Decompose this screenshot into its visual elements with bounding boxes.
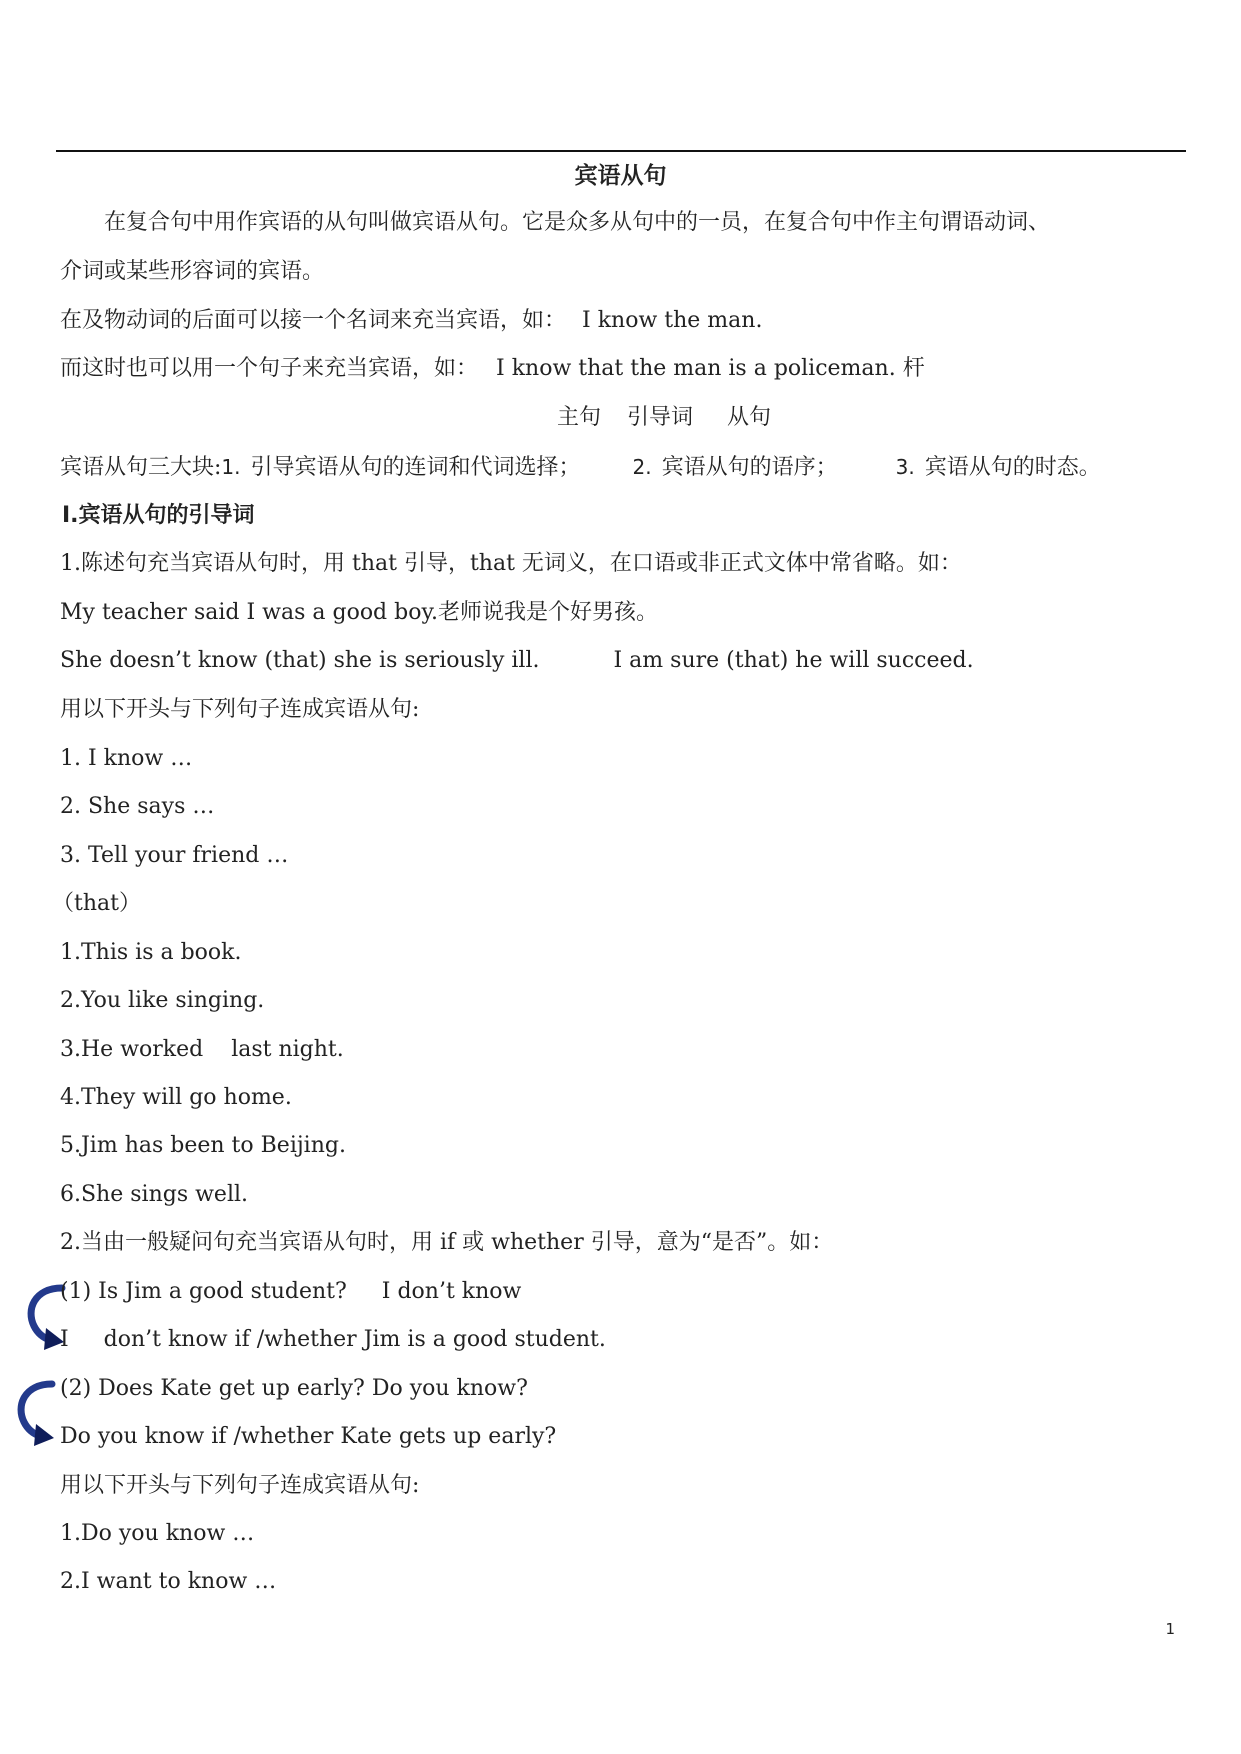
example-clause-object-tail: 杆 (902, 356, 925, 381)
exercise-sentence-4: 4.They will go home. (60, 1085, 292, 1110)
three-parts-lead: 宾语从句三大块: (60, 455, 222, 480)
exercise-sentence-5: 5.Jim has been to Beijing. (60, 1133, 346, 1158)
exercise-start2-2: 2.I want to know … (60, 1569, 277, 1594)
three-parts-item-3: 宾语从句的时态。 (924, 455, 1101, 480)
example-that-2 (60, 646, 974, 676)
three-parts-item-2: 宾语从句的语序； (661, 455, 838, 480)
label-subordinate-clause: 从句 (727, 405, 772, 430)
three-parts-num-2: 2. (632, 455, 652, 479)
example-that-2b: I am sure (that) he will succeed. (613, 648, 974, 673)
exercise-sentence-3: 3.He worked last night. (60, 1037, 344, 1062)
exercise-instruction-2: 用以下开头与下列句子连成宾语从句: (60, 1473, 420, 1498)
label-connector: 引导词 (627, 405, 694, 430)
sentence-part-labels (557, 403, 771, 433)
rule-that: 1.陈述句充当宾语从句时，用 that 引导，that 无词义，在口语或非正式文体中常省略。如： (60, 551, 962, 576)
exercise-start-3: 3. Tell your friend … (60, 843, 289, 868)
example-that-2a: She doesn’t know (that) she is seriously ill. (60, 648, 540, 673)
rule-if-whether: 2.当由一般疑问句充当宾语从句时，用 if 或 whether 引导，意为“是否”。如： (60, 1230, 834, 1255)
example-clause-object-en: I know that the man is a policeman. (496, 356, 896, 381)
exercise-start2-1: 1.Do you know … (60, 1521, 255, 1546)
example-that-1: My teacher said I was a good boy.老师说我是个好男孩。 (60, 600, 658, 625)
page-number: 1 (1165, 1620, 1175, 1638)
page-title: 宾语从句 (574, 162, 667, 189)
exercise-instruction: 用以下开头与下列句子连成宾语从句: (60, 697, 420, 722)
question-example-1a: (1) Is Jim a good student? I don’t know (60, 1279, 522, 1304)
question-example-2a: (2) Does Kate get up early? Do you know? (60, 1376, 528, 1401)
exercise-sentence-2: 2.You like singing. (60, 988, 265, 1013)
three-parts-num-3: 3. (895, 455, 915, 479)
question-example-2b: Do you know if /whether Kate gets up early? (60, 1424, 557, 1449)
question-example-1b: I don’t know if /whether Jim is a good student. (60, 1327, 606, 1352)
three-parts-line (60, 452, 1101, 483)
exercise-sentence-6: 6.She sings well. (60, 1182, 249, 1207)
label-main-clause: 主句 (557, 405, 602, 430)
three-parts-item-1: 引导宾语从句的连词和代词选择； (250, 455, 581, 480)
example-noun-object-cn: 在及物动词的后面可以接一个名词来充当宾语，如： (60, 308, 567, 333)
exercise-start-2: 2. She says … (60, 794, 215, 819)
three-parts-num-1: 1. (221, 455, 241, 479)
exercise-start-1: 1. I know … (60, 746, 193, 771)
header-rule (56, 150, 1186, 152)
curved-arrow-icon (12, 1378, 58, 1450)
intro-paragraph-cont: 介词或某些形容词的宾语。 (60, 259, 325, 284)
exercise-hint: （that） (52, 891, 141, 916)
example-noun-object-en: I know the man. (582, 308, 763, 333)
example-noun-object (60, 306, 762, 336)
section-heading: Ⅰ.宾语从句的引导词 (62, 503, 255, 528)
exercise-sentence-1: 1.This is a book. (60, 940, 242, 965)
example-clause-object-cn: 而这时也可以用一个句子来充当宾语，如： (60, 356, 479, 381)
example-clause-object (60, 354, 925, 384)
intro-paragraph: 在复合句中用作宾语的从句叫做宾语从句。它是众多从句中的一员，在复合句中作主句谓语动词、 (104, 210, 1051, 235)
